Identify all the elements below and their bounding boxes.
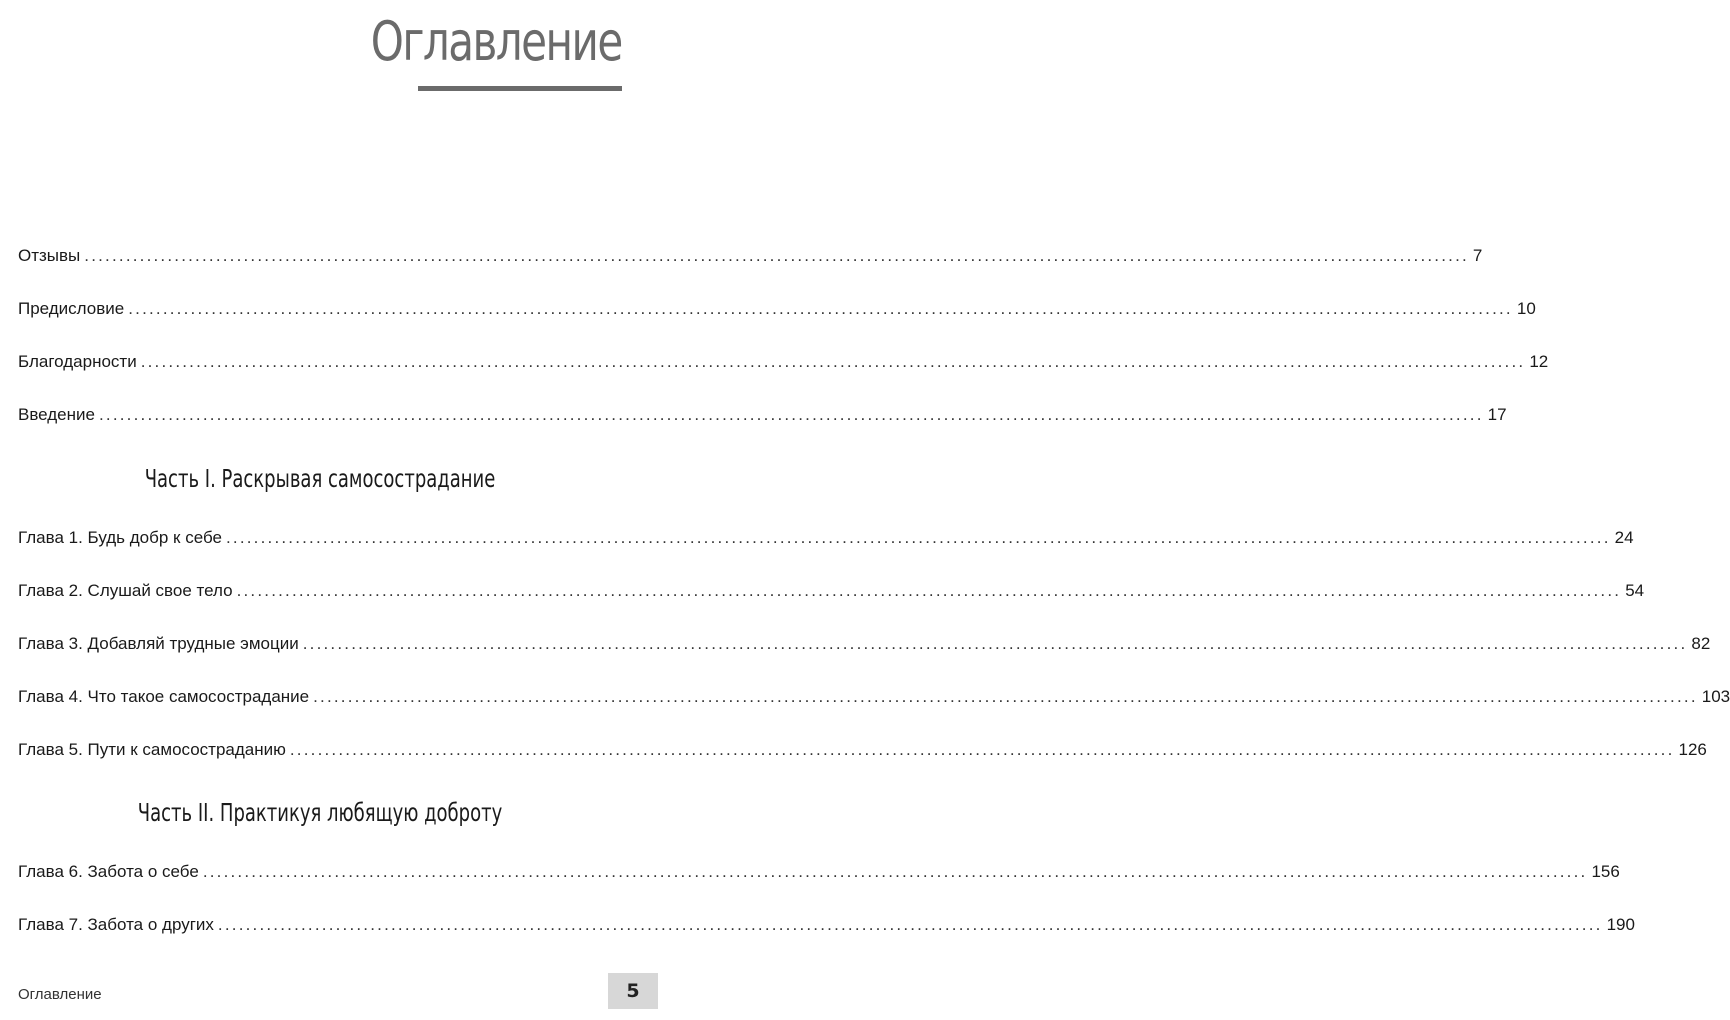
title-underline — [418, 86, 622, 91]
toc-entry-label: Предисловие — [18, 299, 125, 318]
toc-entry-label: Глава 4. Что такое самосострадание — [18, 687, 310, 706]
toc-entry[interactable] — [18, 404, 1507, 426]
toc-entry[interactable] — [18, 580, 1645, 602]
toc-entry-label: Глава 6. Забота о себе — [18, 862, 199, 881]
toc-leader-dots: ........................................................................................................................................................................................................ — [217, 915, 1603, 934]
toc-entry[interactable] — [18, 298, 1536, 320]
toc-entry[interactable] — [18, 861, 1620, 883]
toc-entry[interactable] — [18, 527, 1634, 549]
toc-leader-dots: ........................................................................................................................................................................................................ — [128, 299, 1513, 318]
footer-section-label: Оглавление — [18, 986, 102, 1003]
part-heading: Часть II. Практикуя любящую доброту — [137, 798, 503, 827]
toc-leader-dots: ........................................................................................................................................................................................................ — [302, 634, 1688, 653]
toc-entry[interactable] — [18, 351, 1549, 373]
toc-leader-dots: ........................................................................................................................................................................................................ — [98, 405, 1484, 424]
toc-leader-dots: ........................................................................................................................................................................................................ — [140, 352, 1526, 371]
toc-entry-page: 103 — [1701, 687, 1730, 706]
toc-entry-page: 10 — [1516, 299, 1536, 318]
toc-entry-page: 156 — [1591, 862, 1620, 881]
toc-entry-label: Глава 5. Пути к самосостраданию — [18, 740, 286, 759]
toc-entry-label: Благодарности — [18, 352, 137, 371]
toc-entry-label: Глава 2. Слушай свое тело — [18, 581, 233, 600]
toc-entry[interactable] — [18, 245, 1483, 267]
page-title: Оглавление — [371, 10, 622, 73]
toc-leader-dots: ........................................................................................................................................................................................................ — [84, 246, 1469, 265]
toc-entry-label: Глава 1. Будь добр к себе — [18, 528, 222, 547]
toc-entry-label: Глава 7. Забота о других — [18, 915, 214, 934]
part-heading: Часть I. Раскрывая самосострадание — [144, 464, 496, 493]
toc-entry[interactable] — [18, 739, 1707, 761]
toc-entry-label: Отзывы — [18, 246, 81, 265]
toc-entry[interactable] — [18, 686, 1730, 708]
toc-leader-dots: ........................................................................................................................................................................................................ — [289, 740, 1675, 759]
toc-entry-label: Глава 3. Добавляй трудные эмоции — [18, 634, 299, 653]
toc-entry-page: 54 — [1625, 581, 1645, 600]
toc-entry-page: 82 — [1691, 634, 1711, 653]
toc-entry-page: 7 — [1472, 246, 1483, 265]
toc-entry[interactable] — [18, 633, 1711, 655]
toc-entry-page: 190 — [1606, 915, 1635, 934]
toc-entry-page: 126 — [1678, 740, 1707, 759]
toc-entry-label: Введение — [18, 405, 95, 424]
toc-entry-page: 12 — [1529, 352, 1549, 371]
toc-entry-page: 17 — [1487, 405, 1507, 424]
toc-leader-dots: ........................................................................................................................................................................................................ — [225, 528, 1611, 547]
toc-entry-page: 24 — [1614, 528, 1634, 547]
toc-entry[interactable] — [18, 914, 1635, 936]
toc-leader-dots: ........................................................................................................................................................................................................ — [202, 862, 1588, 881]
page-number: 5 — [608, 973, 658, 1009]
toc-leader-dots: ........................................................................................................................................................................................................ — [236, 581, 1622, 600]
toc-leader-dots: ........................................................................................................................................................................................................ — [313, 687, 1698, 706]
